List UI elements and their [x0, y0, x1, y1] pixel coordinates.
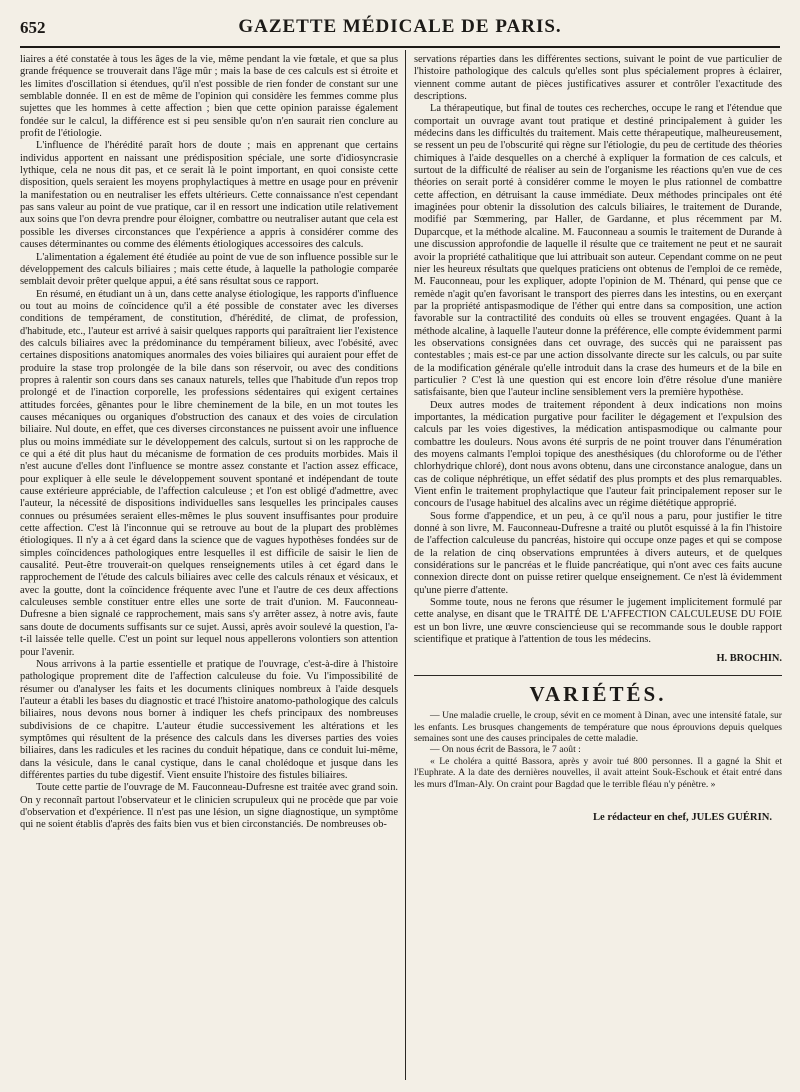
paragraph: liaires a été constatée à tous les âges de la vie, même pendant la vie fœtale, et que sa plus grande fréquence se trouverait dans l'âge mûr ; mais la base de ces calculs est si étroite et les limites d'oscillation si étendues, qu'il n'est possible de rien fonder de constant sur une semblable donnée. Il en est de même de l'opinion qui considère les femmes comme plus sujettes que les hommes à cette affection ; bien que cette opinion paraisse également fondée sur le calcul, la différence est si peu sensible qu'on n'en saurait rien conclure au profit de l'étiologie.	[20, 54, 398, 140]
paragraph: L'alimentation a également été étudiée au point de vue de son influence possible sur le développement des calculs biliaires ; mais cette étude, à laquelle la pathologie comparée semblait devoir prêter quelque appui, a été sans résultat sous ce rapport.	[20, 251, 398, 288]
page-number: 652	[20, 18, 46, 37]
paragraph: Deux autres modes de traitement répondent à deux indications non moins importantes, la médication purgative pour faciliter le dégagement et l'expulsion des calculs par les voies digestives, la médication antispasmodique ou calmante pour combattre les douleurs. Nous avons été surpris de ne point trouver dans l'énumération des moyens calmants l'emploi topique des anesthésiques (du chloroforme ou de l'éther chlorhydrique chloré), dont nous avons obtenu, dans une circonstance analogue, dans un cas de colique néphrétique, un effet sédatif des plus prompts et des plus remarquables. Vient enfin le traitement prophylactique que l'auteur fait principalement reposer sur le concours de l'usage habituel des alcalins avec un régime diététique approprié.	[414, 399, 782, 510]
paragraph: En résumé, en étudiant un à un, dans cette analyse étiologique, les rapports d'influence ou tout au moins de coïncidence qu'il a été possible de constater avec les diverses conditions de tempérament, de constitution, d'hérédité, de climat, de profession, d'habitude, etc., l'auteur est arrivé à saisir quelques rapports qui paraîtraient lier l'existence des calculs biliaires avec la prédominance du tempérament bilieux, avec l'obésité, avec certaines dispositions anatomiques anormales des voies biliaires qui auraient pour effet de produire la stase trop prolongée de la bile dans son réservoir, ou avec des conditions propres à ralentir son cours dans ses canaux naturels, telles que l'habitude d'un repos trop prolongé et de l'inaction corporelle, les professions sédentaires qui exigent certaines attitudes forcées, gênantes pour le libre cheminement de la bile, en un mot toutes les causes mécaniques ou organiques d'obstruction des canaux et des voies de circulation biliaire. Nul doute, en effet, que ces diverses circonstances ne puissent avoir une influence plus ou moins immédiate sur le développement des calculs, surtout si on les rapproche de ce qui a été dit plus haut du mécanisme de formation de ces produits morbides. Mais il n'est aucune d'elles dont l'influence se montre assez constante et l'action assez efficace, pour expliquer à elle seule le développement souvent spontané et indépendant de toute cause extérieure appréciable, de l'affection calculeuse ; et l'on est obligé d'admettre, avec l'auteur, la nécessité de dispositions individuelles sans lesquelles les principales causes connues ou présumées seraient elles-mêmes le plus souvent insuffisantes pour produire cette affection. C'est là l'inconnue qui se retrouve au bout de la plupart des problèmes étiologiques. Il n'y a à cet égard dans la science que de vagues hypothèses fondées sur de simples coïncidences pathologiques entre lesquelles il est difficile de saisir le lien de causalité. Peut-être trouverait-on quelques renseignements utiles à cet égard dans le rapprochement de l'étude des calculs biliaires avec celle des calculs rénaux et vésicaux, et avec la goutte, dont la coïncidence fréquente avec l'une et l'autre de ces deux affections calculeuses semble constituer entre elles une sorte de trait d'union. M. Fauconneau-Dufresne a bien signalé ce rapprochement, mais sans s'y arrêter assez, à notre avis, faute sans doute de documents suffisants sur ce sujet. Aussi, après avoir soulevé la question, l'a-t-il laissée telle quelle. C'est un point sur lequel nous appellerons volontiers son attention pour l'avenir.	[20, 288, 398, 658]
left-column	[20, 54, 398, 1074]
right-column	[414, 54, 782, 1082]
masthead-title: GAZETTE MÉDICALE DE PARIS.	[238, 16, 562, 37]
paragraph: Sous forme d'appendice, et un peu, à ce qu'il nous a paru, pour justifier le titre donné à son livre, M. Fauconneau-Dufresne a traité ou plutôt esquissé à la fin l'histoire de l'affection calculeuse du pancréas, histoire qui occupe onze pages et qui se compose de la relation de cinq observations empruntées à divers auteurs, et de quelques considérations sur le pancréas et le fluide pancréatique, qui n'ont avec ces faits aucune connexion directe dont on puisse retirer quelque enseignement. Ce n'est là évidemment qu'une pierre d'attente.	[414, 510, 782, 596]
section-title: VARIÉTÉS.	[529, 681, 667, 706]
paragraph: Toute cette partie de l'ouvrage de M. Fauconneau-Dufresne est traitée avec grand soin. On y reconnaît partout l'observateur et le clinicien scrupuleux qui ne procède que par voie d'observation et d'expérience. Il n'est pas une lésion, un signe diagnostique, un symptôme qui ne soient établis d'après des faits bien vus et bien circonstanciés. De nombreuses ob-	[20, 782, 398, 831]
news-item: — Une maladie cruelle, le croup, sévit en ce moment à Dinan, avec une intensité fatale, sur les enfants. Les brusques changements de température que nous éprouvions depuis quelques semaines sont une des causes principales de cette maladie.	[414, 710, 782, 744]
paragraph: Somme toute, nous ne ferons que résumer le jugement implicitement formulé par cette analyse, en disant que le TRAITÉ DE L'AFFECTION CALCULEUSE DU FOIE est un bon livre, une œuvre consciencieuse qui se recommande sous le double rapport scientifique et pratique à l'attention de tous les médecins.	[414, 597, 782, 646]
author-signature: H. BROCHIN.	[716, 652, 782, 664]
section-separator	[414, 675, 782, 676]
paragraph: L'influence de l'hérédité paraît hors de doute ; mais en apprenant que certains individus apportent en naissant une prédisposition spéciale, une sorte d'idiosyncrasie lythique, cela ne nous dit pas, et ce serait là le point important, en quoi consiste cette disposition, quels seraient les moyens prophylactiques à mettre en usage pour en prévenir la manifestation ou en neutraliser les effets ultérieurs. Cette connaissance n'est cependant pas sans valeur au point de vue pratique, car il en ressort une indication utile relativement aux soins que l'on devra prendre pour éloigner, combattre ou neutraliser autant que cela est possible les diverses circonstances que l'expérience a appris à considérer comme des causes déterminantes ou comme des éléments étiologiques accessoires des calculs.	[20, 140, 398, 251]
paragraph: servations réparties dans les différentes sections, suivant le point de vue particulier de l'histoire pathologique des calculs qu'elles sont plus spécialement propres à éclairer, viennent comme autant de pièces justificatives assurer et contrôler l'exactitude des descriptions.	[414, 54, 782, 103]
editor-line: Le rédacteur en chef, JULES GUÉRIN.	[592, 812, 772, 824]
paragraph: La thérapeutique, but final de toutes ces recherches, occupe le rang et l'étendue que comportait un ouvrage avant tout pratique et destiné principalement à guider les médecins dans les difficultés du traitement. Mais cette thérapeutique, malheureusement, se ressent un peu de l'obscurité qui règne sur l'étiologie, du peu de certitude des théories chimiques à l'aide desquelles on a cherché à expliquer la formation de ces calculs, et surtout de la difficulté de réaliser au sein de l'organisme les réactions qu'en vue de ces théories on serait porté à considérer comme le moyen le plus rationnel de combattre cette affection, en détruisant la cause immédiate. Deux méthodes principales ont été imaginées pour obtenir la dissolution des calculs biliaires, le traitement de Durande, modifié par Sœmmering, par Haller, de Gardanne, et plus récemment par M. Duparcque, et la méthode alcaline. M. Fauconneau a soumis le traitement de Durande à une discussion approfondie de laquelle il résulte que ce traitement ne peut et ne saurait avoir la propriété cathalitique que lui attribuait son auteur. Cependant comme on ne peut nier les heureux résultats que quelques praticiens ont obtenus de l'emploi de ce remède, M. Fauconneau, pour les expliquer, adopte l'opinion de M. Thénard, qui pense que ce remède n'agit qu'en favorisant le transport des pierres dans les intestins, ou en exerçant par la propriété antispasmodique de l'éther qui entre dans sa composition, une action favorable sur la contractilité des conduits où elles se trouvent engagées. Quant à la méthode alcaline, à laquelle l'auteur donne la préférence, elle compte évidemment parmi les observations consignées dans cet ouvrage, des succès qui ne paraissent pas contestables ; mais est-ce par une action dissolvante directe sur les calculs, ou par suite de la modification générale qu'elle introduit dans la crase des humeurs et de la bile en particulier ? C'est là une question qui est encore loin d'être résolue d'une manière satisfaisante, bien que l'auteur incline sensiblement vers la première hypothèse.	[414, 103, 782, 399]
paragraph: Nous arrivons à la partie essentielle et pratique de l'ouvrage, c'est-à-dire à l'histoire pathologique proprement dite de l'affection calculeuse du foie. Vu l'impossibilité de résumer ou d'analyser les faits et les documents cliniques nombreux à l'aide desquels l'auteur a établi les bases du diagnostic et tracé l'histoire anatomo-pathologique des calculs biliaires, nous devons nous borner à indiquer les chefs principaux des nombreuses subdivisions de ce chapitre. L'auteur étudie successivement les altérations et les symptômes qui résultent de la présence des calculs dans les diverses parties des voies biliaires, dans les radicules et les racines du conduit hépatique, dans ce conduit lui-même, dans la vésicule, dans le canal cystique, dans le canal cholédoque et jusque dans les différentes parties du tube digestif. Vient ensuite l'histoire des fistules biliaires.	[20, 658, 398, 781]
column-divider	[405, 50, 406, 1080]
news-item: — On nous écrit de Bassora, le 7 août :	[430, 744, 581, 756]
news-quote: « Le choléra a quitté Bassora, après y avoir tué 800 personnes. Il a gagné la Shit et l'Euphrate. A la date des dernières nouvelles, il avait atteint Souk-Eschouk et était entré dans les murs d'Iman-Aly. On craint pour Bagdad que le terrible fléau n'y pénètre. »	[414, 755, 782, 790]
page-header	[20, 12, 780, 48]
